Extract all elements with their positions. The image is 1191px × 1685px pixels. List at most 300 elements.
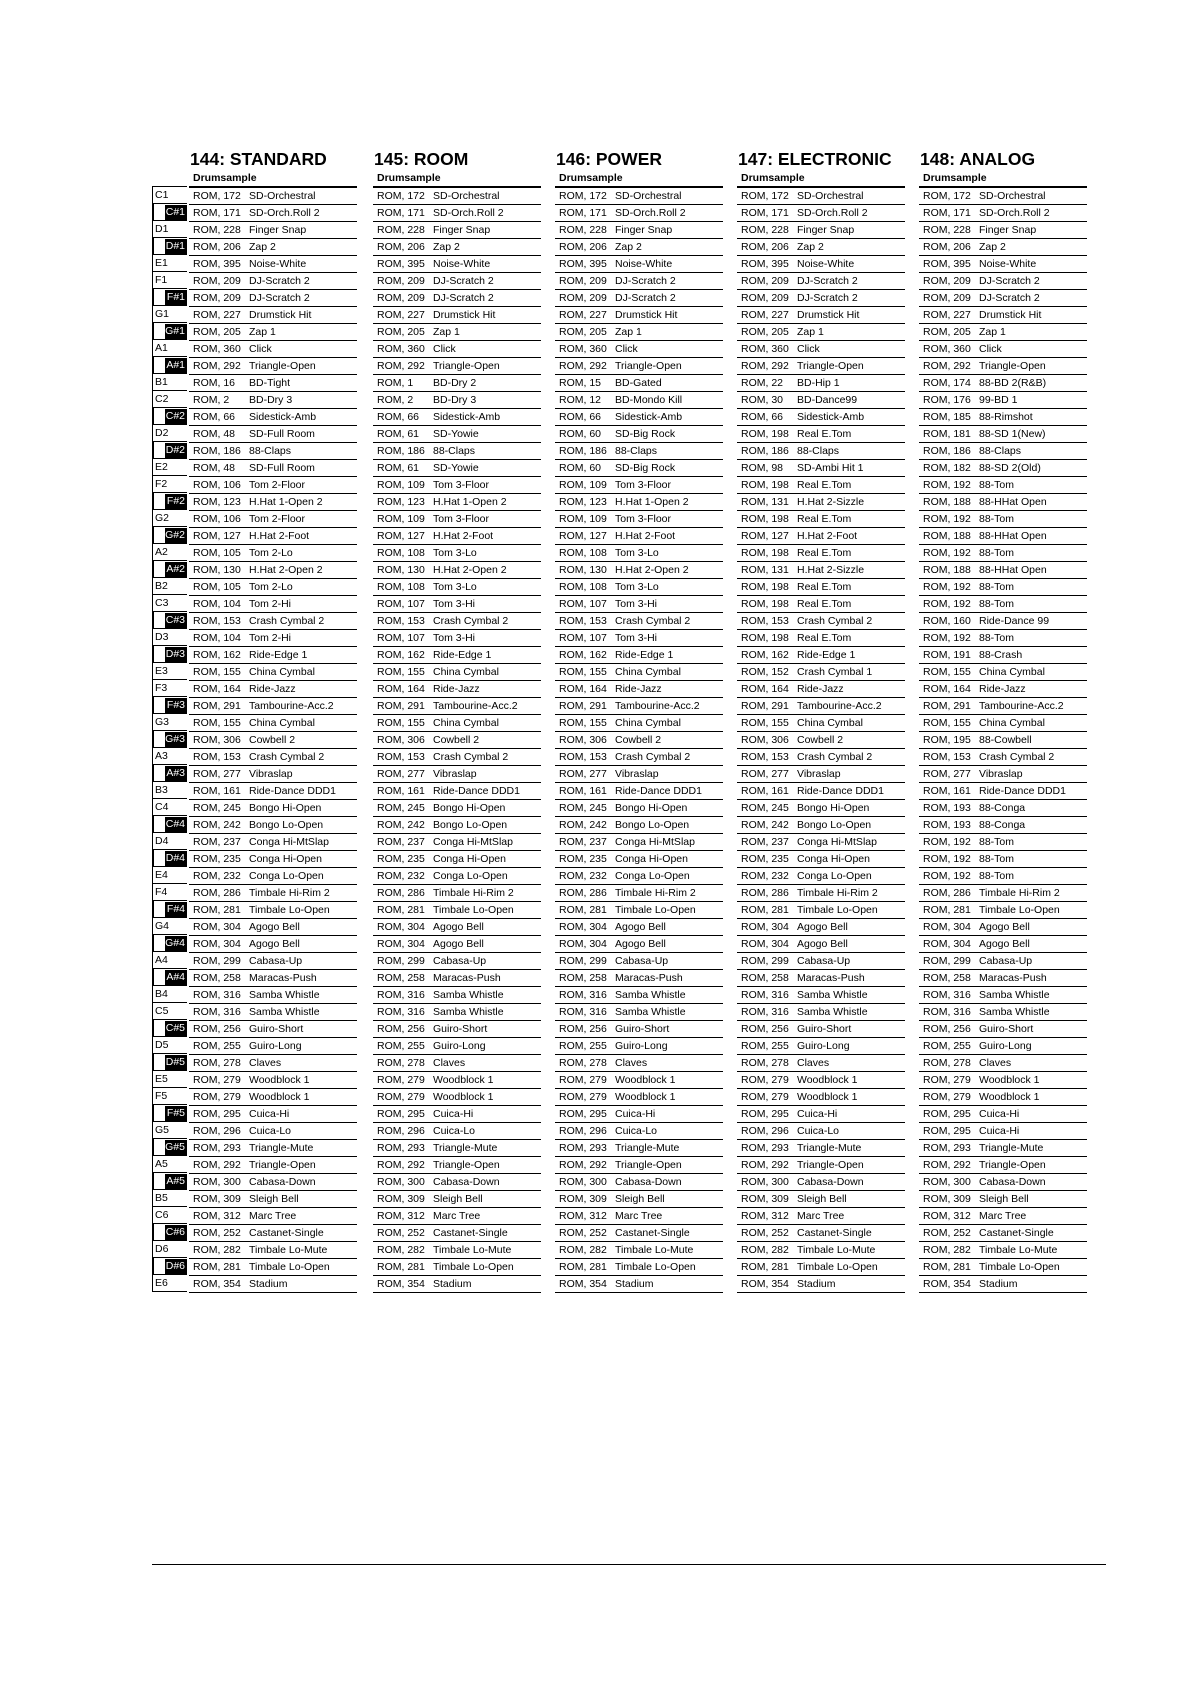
sample-name: Crash Cymbal 2	[615, 615, 691, 627]
sample-location: ROM, 278	[741, 1057, 789, 1069]
key-black	[152, 849, 187, 866]
sample-name: Real E.Tom	[797, 428, 852, 440]
sample-name: 88-BD 2(R&B)	[979, 377, 1047, 389]
table-row	[919, 375, 1087, 392]
sample-name: Cuica-Lo	[249, 1125, 292, 1137]
sample-name: Bongo Lo-Open	[615, 819, 690, 831]
sample-name: Timbale Lo-Open	[433, 1261, 514, 1273]
table-row	[555, 545, 723, 562]
table-row	[555, 239, 723, 256]
table-row	[555, 698, 723, 715]
sample-name: Agogo Bell	[797, 921, 848, 933]
key-black	[152, 1019, 187, 1036]
table-row	[737, 1242, 905, 1259]
sample-location: ROM, 192	[923, 513, 971, 525]
sample-name: Cowbell 2	[433, 734, 480, 746]
sample-location: ROM, 192	[923, 479, 971, 491]
sample-name: Ride-Jazz	[249, 683, 296, 695]
sample-name: Timbale Lo-Open	[615, 904, 696, 916]
key-black	[152, 696, 187, 713]
sample-name: Cabasa-Up	[797, 955, 851, 967]
sample-location: ROM, 245	[559, 802, 607, 814]
key-white: G5	[152, 1121, 187, 1138]
sample-location: ROM, 127	[377, 530, 425, 542]
table-row	[555, 987, 723, 1004]
sample-name: Cabasa-Up	[615, 955, 669, 967]
sample-location: ROM, 171	[923, 207, 971, 219]
sample-location: ROM, 109	[377, 513, 425, 525]
table-row	[737, 647, 905, 664]
table-row	[737, 392, 905, 409]
sample-name: Triangle-Open	[249, 1159, 316, 1171]
sample-location: ROM, 228	[923, 224, 971, 236]
sample-location: ROM, 127	[193, 530, 241, 542]
table-row	[919, 1208, 1087, 1225]
sample-name: Agogo Bell	[979, 938, 1030, 950]
sample-location: ROM, 304	[559, 921, 607, 933]
key-black	[152, 288, 187, 305]
sample-name: Claves	[249, 1057, 282, 1069]
sample-name: Guiro-Long	[615, 1040, 668, 1052]
sample-location: ROM, 235	[741, 853, 789, 865]
table-row	[189, 188, 357, 205]
sample-name: SD-Full Room	[249, 462, 315, 474]
table-row	[555, 732, 723, 749]
table-row	[737, 1225, 905, 1242]
sample-name: Tambourine-Acc.2	[797, 700, 882, 712]
table-row	[373, 477, 541, 494]
table-row	[737, 1191, 905, 1208]
sample-name: Triangle-Open	[797, 1159, 864, 1171]
sample-name: H.Hat 1-Open 2	[433, 496, 507, 508]
sample-name: 88-Tom	[979, 870, 1015, 882]
sample-location: ROM, 286	[193, 887, 241, 899]
sample-location: ROM, 227	[193, 309, 241, 321]
black-key-label: D#1	[165, 240, 185, 252]
table-row	[189, 222, 357, 239]
sample-location: ROM, 360	[923, 343, 971, 355]
sample-name: Timbale Lo-Mute	[615, 1244, 694, 1256]
table-row	[555, 579, 723, 596]
sample-location: ROM, 242	[193, 819, 241, 831]
sample-location: ROM, 252	[559, 1227, 607, 1239]
table-row	[189, 902, 357, 919]
sample-location: ROM, 316	[741, 989, 789, 1001]
sample-name: Finger Snap	[249, 224, 307, 236]
sample-name: Ride-Dance DDD1	[249, 785, 336, 797]
sample-name: Tom 3-Floor	[433, 513, 490, 525]
sample-name: Maracas-Push	[433, 972, 501, 984]
table-row	[555, 1055, 723, 1072]
kit-table	[919, 148, 1087, 1293]
key-edge	[152, 1054, 154, 1071]
table-row	[373, 579, 541, 596]
sample-location: ROM, 312	[923, 1210, 971, 1222]
sample-location: ROM, 304	[741, 938, 789, 950]
table-row	[737, 511, 905, 528]
sample-name: Timbale Hi-Rim 2	[797, 887, 878, 899]
black-key-label: D#2	[165, 444, 185, 456]
sample-location: ROM, 108	[559, 581, 607, 593]
sample-name: Drumstick Hit	[979, 309, 1042, 321]
sample-location: ROM, 155	[377, 717, 425, 729]
sample-location: ROM, 107	[559, 632, 607, 644]
key-black	[152, 203, 187, 220]
sample-location: ROM, 153	[559, 751, 607, 763]
sample-name: Samba Whistle	[249, 1006, 320, 1018]
sample-location: ROM, 198	[741, 547, 789, 559]
table-row	[373, 324, 541, 341]
key-black	[152, 645, 187, 662]
sample-location: ROM, 258	[923, 972, 971, 984]
table-row	[373, 1055, 541, 1072]
table-row	[373, 426, 541, 443]
table-row	[919, 1004, 1087, 1021]
sample-location: ROM, 228	[193, 224, 241, 236]
sample-name: SD-Orchestral	[249, 190, 316, 202]
table-row	[919, 1276, 1087, 1293]
sample-location: ROM, 172	[559, 190, 607, 202]
sample-location: ROM, 312	[559, 1210, 607, 1222]
sample-name: Conga Lo-Open	[615, 870, 690, 882]
sample-name: 88-Tom	[979, 836, 1015, 848]
sample-name: China Cymbal	[433, 666, 499, 678]
sample-location: ROM, 354	[741, 1278, 789, 1290]
table-row	[189, 715, 357, 732]
column-header: Drumsample	[373, 170, 541, 188]
key-black	[152, 730, 187, 747]
sample-name: China Cymbal	[249, 666, 315, 678]
key-white: G1	[152, 305, 187, 322]
table-row	[189, 1208, 357, 1225]
table-row	[189, 1225, 357, 1242]
sample-location: ROM, 30	[741, 394, 784, 406]
sample-name: SD-Big Rock	[615, 428, 676, 440]
sample-location: ROM, 232	[377, 870, 425, 882]
table-row	[737, 970, 905, 987]
table-row	[737, 205, 905, 222]
key-black	[152, 764, 187, 781]
sample-location: ROM, 155	[923, 666, 971, 678]
table-row	[373, 1242, 541, 1259]
sample-location: ROM, 162	[741, 649, 789, 661]
sample-name: Stadium	[797, 1278, 836, 1290]
sample-location: ROM, 191	[923, 649, 971, 661]
table-row	[737, 1055, 905, 1072]
table-row	[555, 222, 723, 239]
table-row	[373, 1072, 541, 1089]
table-row	[555, 256, 723, 273]
table-row	[919, 562, 1087, 579]
key-edge	[152, 1020, 154, 1037]
table-row	[555, 868, 723, 885]
table-row	[373, 596, 541, 613]
key-white: G3	[152, 713, 187, 730]
sample-location: ROM, 316	[193, 989, 241, 1001]
sample-name: Crash Cymbal 2	[797, 615, 873, 627]
sample-location: ROM, 209	[193, 275, 241, 287]
sample-location: ROM, 188	[923, 530, 971, 542]
table-row	[737, 1072, 905, 1089]
table-row	[373, 307, 541, 324]
sample-location: ROM, 282	[559, 1244, 607, 1256]
table-row	[737, 562, 905, 579]
sample-location: ROM, 164	[559, 683, 607, 695]
table-row	[373, 834, 541, 851]
table-row	[737, 868, 905, 885]
sample-location: ROM, 237	[193, 836, 241, 848]
sample-location: ROM, 235	[193, 853, 241, 865]
sample-location: ROM, 286	[923, 887, 971, 899]
key-white: B4	[152, 985, 187, 1002]
sample-name: Guiro-Long	[797, 1040, 850, 1052]
sample-name: Conga Hi-Open	[615, 853, 688, 865]
table-row	[919, 800, 1087, 817]
table-row	[919, 358, 1087, 375]
sample-location: ROM, 282	[741, 1244, 789, 1256]
table-row	[737, 358, 905, 375]
table-row	[919, 817, 1087, 834]
sample-name: Guiro-Short	[615, 1023, 670, 1035]
table-row	[373, 749, 541, 766]
sample-name: Samba Whistle	[249, 989, 320, 1001]
table-row	[555, 936, 723, 953]
sample-location: ROM, 279	[193, 1091, 241, 1103]
table-row	[919, 256, 1087, 273]
key-white: F1	[152, 271, 187, 288]
sample-name: China Cymbal	[979, 666, 1045, 678]
key-white: D4	[152, 832, 187, 849]
sample-location: ROM, 291	[559, 700, 607, 712]
sample-location: ROM, 153	[923, 751, 971, 763]
table-row	[189, 494, 357, 511]
sample-name: China Cymbal	[433, 717, 499, 729]
sample-location: ROM, 309	[377, 1193, 425, 1205]
sample-name: Agogo Bell	[615, 938, 666, 950]
table-row	[919, 205, 1087, 222]
table-row	[189, 205, 357, 222]
sample-name: Bongo Hi-Open	[615, 802, 688, 814]
table-row	[737, 1089, 905, 1106]
sample-name: 88-Tom	[979, 853, 1015, 865]
table-row	[373, 1208, 541, 1225]
sample-name: 88-Rimshot	[979, 411, 1033, 423]
sample-location: ROM, 153	[559, 615, 607, 627]
sample-location: ROM, 291	[193, 700, 241, 712]
sample-name: SD-Yowie	[433, 428, 479, 440]
sample-location: ROM, 245	[193, 802, 241, 814]
sample-location: ROM, 292	[559, 1159, 607, 1171]
key-white: A2	[152, 543, 187, 560]
sample-location: ROM, 242	[377, 819, 425, 831]
table-row	[919, 324, 1087, 341]
sample-location: ROM, 309	[923, 1193, 971, 1205]
sample-name: DJ-Scratch 2	[433, 292, 494, 304]
sample-location: ROM, 12	[559, 394, 602, 406]
sample-location: ROM, 354	[193, 1278, 241, 1290]
sample-name: H.Hat 1-Open 2	[615, 496, 689, 508]
key-black	[152, 322, 187, 339]
black-key-label: G#3	[165, 733, 185, 745]
sample-name: SD-Orch.Roll 2	[797, 207, 868, 219]
sample-location: ROM, 291	[741, 700, 789, 712]
table-row	[737, 1140, 905, 1157]
black-key-label: A#4	[166, 971, 185, 983]
sample-location: ROM, 309	[741, 1193, 789, 1205]
sample-location: ROM, 255	[193, 1040, 241, 1052]
table-row	[919, 596, 1087, 613]
sample-name: DJ-Scratch 2	[615, 275, 676, 287]
table-row	[373, 409, 541, 426]
sample-name: Claves	[615, 1057, 648, 1069]
table-row	[919, 1242, 1087, 1259]
sample-name: Guiro-Long	[979, 1040, 1032, 1052]
sample-name: SD-Orchestral	[433, 190, 500, 202]
sample-name: 88-Tom	[979, 632, 1015, 644]
sample-location: ROM, 209	[377, 275, 425, 287]
sample-location: ROM, 292	[559, 360, 607, 372]
table-row	[919, 1191, 1087, 1208]
table-row	[737, 545, 905, 562]
sample-name: Cuica-Hi	[615, 1108, 656, 1120]
sample-name: Tom 3-Lo	[433, 547, 477, 559]
table-row	[373, 239, 541, 256]
table-row	[737, 885, 905, 902]
table-row	[737, 409, 905, 426]
sample-location: ROM, 304	[923, 921, 971, 933]
sample-name: H.Hat 2-Sizzle	[797, 496, 865, 508]
sample-name: Ride-Edge 1	[249, 649, 308, 661]
sample-name: Samba Whistle	[979, 989, 1050, 1001]
sample-location: ROM, 299	[741, 955, 789, 967]
table-row	[919, 902, 1087, 919]
table-row	[555, 1208, 723, 1225]
table-row	[919, 987, 1087, 1004]
sample-name: DJ-Scratch 2	[249, 292, 310, 304]
key-edge	[152, 493, 154, 510]
sample-name: Sleigh Bell	[433, 1193, 483, 1205]
sample-location: ROM, 300	[923, 1176, 971, 1188]
sample-location: ROM, 293	[741, 1142, 789, 1154]
sample-name: Crash Cymbal 2	[249, 615, 325, 627]
sample-name: Crash Cymbal 2	[979, 751, 1055, 763]
sample-location: ROM, 299	[559, 955, 607, 967]
sample-name: Castanet-Single	[797, 1227, 872, 1239]
key-edge	[152, 323, 154, 340]
sample-location: ROM, 161	[377, 785, 425, 797]
table-row	[373, 528, 541, 545]
sample-location: ROM, 106	[193, 479, 241, 491]
sample-name: Triangle-Mute	[433, 1142, 498, 1154]
sample-location: ROM, 171	[193, 207, 241, 219]
sample-name: Crash Cymbal 2	[615, 751, 691, 763]
sample-name: Tambourine-Acc.2	[433, 700, 518, 712]
sample-name: Conga Hi-MtSlap	[615, 836, 695, 848]
table-row	[555, 477, 723, 494]
sample-name: 88-Conga	[979, 802, 1026, 814]
key-white: E6	[152, 1274, 187, 1291]
sample-name: H.Hat 2-Open 2	[433, 564, 507, 576]
key-black	[152, 815, 187, 832]
sample-location: ROM, 131	[741, 496, 789, 508]
key-edge	[152, 204, 154, 221]
sample-location: ROM, 1	[377, 377, 414, 389]
sample-location: ROM, 228	[741, 224, 789, 236]
sample-location: ROM, 181	[923, 428, 971, 440]
sample-name: Claves	[979, 1057, 1012, 1069]
sample-name: BD-Dance99	[797, 394, 858, 406]
sample-location: ROM, 176	[923, 394, 971, 406]
sample-name: SD-Orchestral	[797, 190, 864, 202]
table-row	[737, 426, 905, 443]
sample-location: ROM, 278	[377, 1057, 425, 1069]
sample-location: ROM, 292	[377, 360, 425, 372]
sample-location: ROM, 354	[559, 1278, 607, 1290]
sample-name: Cowbell 2	[615, 734, 662, 746]
table-row	[555, 443, 723, 460]
table-row	[189, 1259, 357, 1276]
sample-name: Ride-Edge 1	[433, 649, 492, 661]
sample-name: Castanet-Single	[249, 1227, 324, 1239]
sample-name: Cabasa-Up	[433, 955, 487, 967]
sample-location: ROM, 205	[741, 326, 789, 338]
sample-location: ROM, 198	[741, 428, 789, 440]
table-row	[737, 1038, 905, 1055]
table-row	[919, 1174, 1087, 1191]
key-white: D6	[152, 1240, 187, 1257]
sample-location: ROM, 155	[741, 717, 789, 729]
key-black	[152, 441, 187, 458]
sample-location: ROM, 309	[193, 1193, 241, 1205]
sample-name: Vibraslap	[979, 768, 1023, 780]
table-row	[737, 596, 905, 613]
table-row	[555, 817, 723, 834]
sample-location: ROM, 277	[193, 768, 241, 780]
key-white: E5	[152, 1070, 187, 1087]
table-row	[919, 188, 1087, 205]
table-row	[737, 307, 905, 324]
key-black	[152, 560, 187, 577]
sample-name: Triangle-Mute	[249, 1142, 314, 1154]
sample-location: ROM, 232	[741, 870, 789, 882]
sample-location: ROM, 281	[377, 1261, 425, 1273]
table-row	[919, 290, 1087, 307]
sample-name: Timbale Lo-Open	[615, 1261, 696, 1273]
sample-location: ROM, 277	[559, 768, 607, 780]
kit-table	[189, 148, 357, 1293]
sample-name: BD-Dry 3	[249, 394, 293, 406]
table-row	[919, 273, 1087, 290]
key-white: C4	[152, 798, 187, 815]
sample-name: Castanet-Single	[979, 1227, 1054, 1239]
table-row	[737, 443, 905, 460]
table-row	[919, 1021, 1087, 1038]
sample-name: Click	[249, 343, 272, 355]
sample-name: H.Hat 2-Foot	[797, 530, 858, 542]
table-row	[919, 851, 1087, 868]
sample-location: ROM, 293	[923, 1142, 971, 1154]
sample-name: Crash Cymbal 1	[797, 666, 873, 678]
key-black	[152, 968, 187, 985]
sample-location: ROM, 192	[923, 853, 971, 865]
key-black	[152, 407, 187, 424]
sample-name: Agogo Bell	[797, 938, 848, 950]
table-row	[189, 664, 357, 681]
sample-location: ROM, 209	[559, 292, 607, 304]
key-white: C1	[152, 186, 187, 203]
sample-location: ROM, 255	[377, 1040, 425, 1052]
sample-location: ROM, 171	[559, 207, 607, 219]
